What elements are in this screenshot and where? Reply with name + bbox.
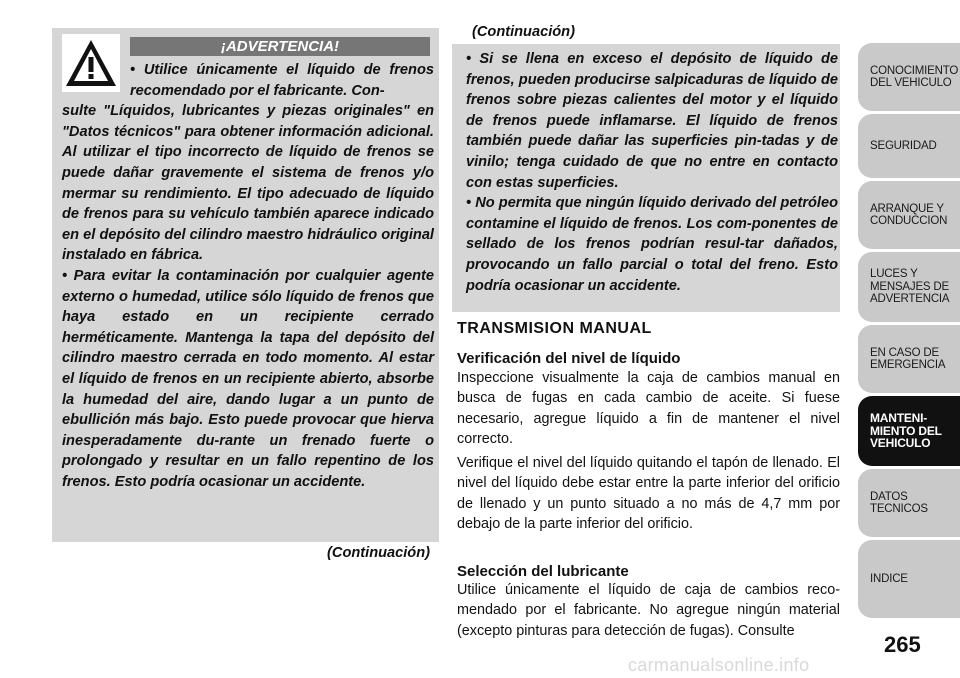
tab-conocimiento[interactable]: CONOCIMIENTO DEL VEHICULO (858, 43, 960, 111)
tab-seguridad[interactable]: SEGURIDAD (858, 114, 960, 178)
warning-cont-para1: • Si se llena en exceso el depósito de líquido de frenos, pueden producirse salpicaduras de líquido de frenos sobre piezas calientes del motor y el líquido de frenos puede inflamarse. El líquido de frenos también puede dañar las superficies pin-tadas y de vinilo; tenga cuidado de que no entre en contacto con estas superficies. (466, 51, 838, 191)
continued-label-top: (Continuación) (472, 24, 575, 40)
page-number: 265 (884, 632, 921, 657)
section-title: TRANSMISION MANUAL (457, 320, 652, 337)
warning-para1-first: • Utilice únicamente el líquido de frenos recomendado por el fabricante. Con- (130, 62, 434, 99)
tab-luces[interactable]: LUCES Y MENSAJES DE ADVERTENCIA (858, 252, 960, 322)
warning-cont-para2: • No permita que ningún líquido derivado del petróleo contamine el líquido de frenos. Los com-ponentes de sellado de los frenos podrían resul-tar dañados, provocando un fallo parcial o total del freno. Esto podría ocasionar un accidente. (466, 195, 838, 294)
tab-datos-tecnicos[interactable]: DATOS TECNICOS (858, 469, 960, 537)
warning-text (62, 60, 434, 492)
continued-label-left: (Continuación) (327, 545, 430, 561)
subheading-lubricant: Selección del lubricante (457, 563, 629, 580)
subheading-fluid-level: Verificación del nivel de líquido (457, 350, 681, 367)
tab-indice[interactable]: INDICE (858, 540, 960, 618)
body-paragraph-1: Inspeccione visualmente la caja de cambios manual en busca de fugas en cada cambio de aceite. Si fuese necesario, agregue líquido a fin de mantener el nivel correcto. (457, 370, 840, 448)
warning-para2: • Para evitar la contaminación por cualquier agente externo o humedad, utilice sólo líquido de frenos que haya estado en un recipiente cerrado herméticamente. Mantenga la tapa del depósito del cilindro maestro cerrada en todo momento. Al estar el líquido de frenos en un recipiente abierto, absorbe la humedad del aire, dando lugar a un punto de ebullición más bajo. Esto puede provocar que hierva inesperadamente du-rante un frenado fuerte o prolongado y resultar en un fallo repentino de los frenos. Esto podría ocasionar un accidente. (62, 267, 434, 490)
warning-header: ¡ADVERTENCIA! (130, 37, 430, 56)
body-paragraph-3: Utilice únicamente el líquido de caja de cambios reco-mendado por el fabricante. No agregue ningún material (excepto pinturas para detección de fugas). Consulte (457, 582, 840, 639)
tab-arranque[interactable]: ARRANQUE Y CONDUCCION (858, 181, 960, 249)
warning-para1-rest: sulte "Líquidos, lubricantes y piezas originales" en "Datos técnicos" para obtener información adicional. Al utilizar el tipo incorrecto de líquido de frenos se puede dañar gravemente el sistema de frenos y/o mermar su rendimiento. El tipo adecuado de líquido de frenos para su vehículo también aparece indicado en el depósito del cilindro maestro hidráulico original instalado en fábrica. (62, 103, 434, 264)
body-paragraph-2: Verifique el nivel del líquido quitando el tapón de llenado. El nivel del líquido debe estar entre la parte inferior del orificio de llenado y un punto situado a no más de 4,7 mm por debajo de la parte inferior del orificio. (457, 455, 840, 533)
warning-text-continued (466, 49, 838, 296)
watermark: carmanualsonline.info (628, 655, 810, 675)
tab-mantenimiento[interactable]: MANTENI- MIENTO DEL VEHICULO (858, 396, 960, 466)
tab-emergencia[interactable]: EN CASO DE EMERGENCIA (858, 325, 960, 393)
